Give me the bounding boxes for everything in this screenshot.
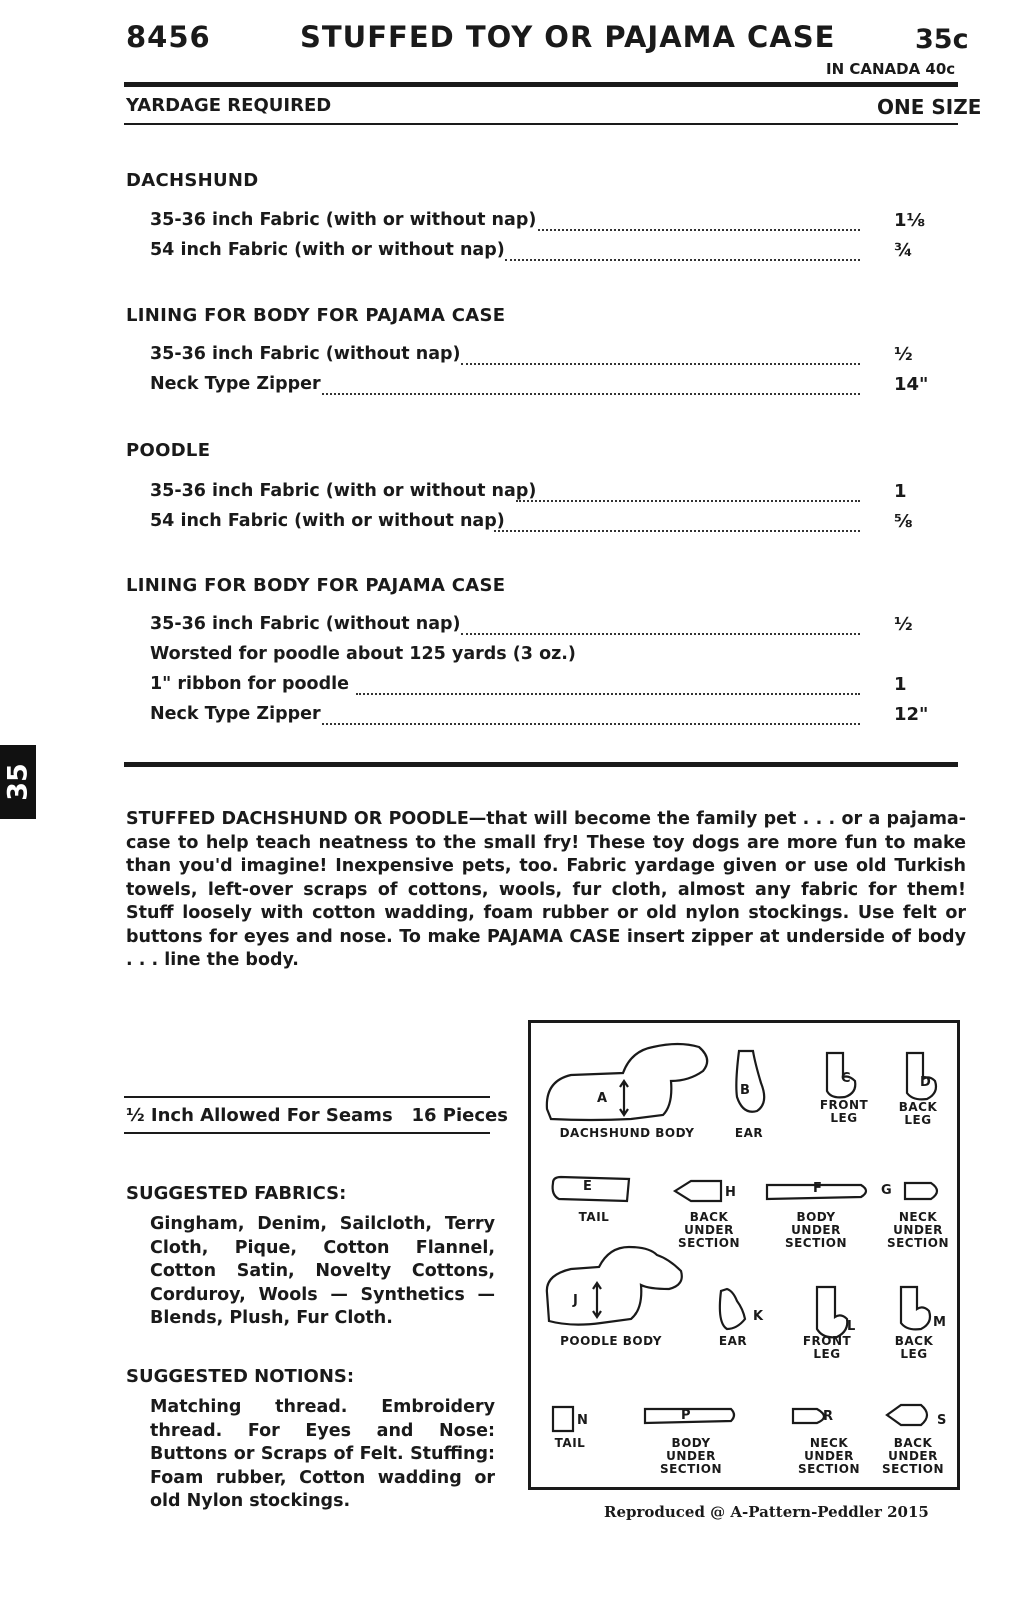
piece-letter: N	[577, 1413, 588, 1428]
yardage-row	[150, 644, 950, 668]
piece-letter: D	[920, 1075, 931, 1090]
poodle-body-piece	[547, 1247, 682, 1325]
piece-label: BACK LEG	[898, 1100, 938, 1127]
piece-letter: L	[847, 1319, 856, 1334]
yardage-item: 35-36 inch Fabric (without nap)	[150, 614, 461, 634]
size-label: ONE SIZE	[877, 95, 982, 119]
ear-piece-k	[720, 1289, 745, 1329]
yardage-item: 54 inch Fabric (with or without nap)	[150, 240, 505, 260]
back-under-piece-s	[887, 1405, 927, 1425]
piece-letter: H	[725, 1185, 736, 1200]
yardage-qty: 12"	[894, 704, 929, 725]
fabrics-list: Gingham, Denim, Sailcloth, Terry Cloth, Pique, Cotton Flannel, Cotton Satin, Novelty Cottons, Corduroy, Wools — Synthetics — Blends, Plush, Fur Cloth.	[150, 1214, 495, 1328]
piece-letter: E	[583, 1179, 592, 1194]
piece-label: FRONT LEG	[819, 1098, 869, 1125]
yardage-item: Neck Type Zipper	[150, 374, 321, 394]
yardage-qty: 1	[894, 674, 907, 695]
pattern-number: 8456	[126, 20, 211, 54]
section-heading: LINING FOR BODY FOR PAJAMA CASE	[126, 305, 506, 326]
yardage-qty: 1	[894, 481, 907, 502]
back-under-piece-h	[675, 1181, 721, 1201]
piece-label: FRONT LEG	[802, 1334, 852, 1361]
back-leg-piece-m	[901, 1287, 930, 1329]
page-tab	[0, 745, 36, 819]
yardage-qty: ¾	[894, 240, 913, 261]
page-title: STUFFED TOY OR PAJAMA CASE	[300, 20, 836, 54]
yardage-item: 35-36 inch Fabric (with or without nap)	[150, 481, 537, 501]
seams-rule-top	[124, 1096, 490, 1098]
ear-piece-b	[736, 1051, 764, 1112]
yardage-item: 35-36 inch Fabric (without nap)	[150, 344, 461, 364]
notions-list: Matching thread. Embroidery thread. For Eyes and Nose: Buttons or Scraps of Felt. Stuffing: Foam rubber, Cotton wadding or old Nylon stockings.	[150, 1397, 495, 1511]
yardage-item: Neck Type Zipper	[150, 704, 321, 724]
piece-label: BACK LEG	[894, 1334, 934, 1361]
piece-label: DACHSHUND BODY	[559, 1126, 695, 1140]
piece-letter: C	[841, 1071, 851, 1086]
yardage-qty: ½	[894, 614, 913, 635]
leader-dots	[538, 229, 860, 231]
yardage-qty: 1⅛	[894, 210, 926, 231]
piece-letter: S	[937, 1413, 947, 1428]
piece-label: NECK UNDER SECTION	[797, 1436, 861, 1476]
piece-letter: A	[597, 1091, 608, 1106]
piece-letter: G	[881, 1183, 892, 1198]
page-tab-number: 35	[2, 763, 34, 801]
seams-rule-bottom	[124, 1132, 490, 1134]
description: STUFFED DACHSHUND OR POODLE—that will become the family pet . . . or a pajama-case to help teach neatness to the small fry! These toy dogs are more fun to make than you'd imagine! Inexpensive pets, too. Fabric yardage given or use old Turkish towels, left-over scraps of cottons, wools, fur cloth, almost any fabric for them! Stuff loosely with cotton wadding, foam rubber or old nylon stockings. Use felt or buttons for eyes and nose. To make PAJAMA CASE insert zipper at underside of body . . . line the body.	[126, 809, 966, 970]
piece-label: TAIL	[554, 1436, 586, 1450]
yardage-item: 1" ribbon for poodle	[150, 674, 349, 694]
section-heading: DACHSHUND	[126, 170, 259, 191]
canada-price: IN CANADA 40c	[826, 60, 956, 78]
leader-dots	[494, 530, 860, 532]
yardage-label: YARDAGE REQUIRED	[126, 95, 332, 116]
yardage-qty: 14"	[894, 374, 929, 395]
yardage-item: 35-36 inch Fabric (with or without nap)	[150, 210, 537, 230]
piece-letter: B	[740, 1083, 750, 1098]
piece-letter: P	[681, 1408, 691, 1423]
leader-dots	[461, 633, 860, 635]
yardage-item: Worsted for poodle about 125 yards (3 oz.)	[150, 644, 576, 664]
piece-label: TAIL	[578, 1210, 610, 1224]
header-rule	[124, 82, 958, 87]
piece-letter: J	[573, 1293, 578, 1308]
section-heading: POODLE	[126, 440, 211, 461]
leader-dots	[356, 693, 860, 695]
fabrics-heading: SUGGESTED FABRICS:	[126, 1183, 347, 1204]
notions-heading: SUGGESTED NOTIONS:	[126, 1366, 355, 1387]
piece-label: BODY UNDER SECTION	[784, 1210, 848, 1250]
yardage-qty: ⅝	[894, 511, 913, 532]
piece-label: EAR	[718, 1334, 748, 1348]
section-rule	[124, 762, 958, 767]
pattern-pieces-diagram	[528, 1020, 960, 1490]
neck-under-piece-g	[905, 1183, 937, 1199]
neck-under-piece-r	[793, 1409, 824, 1423]
piece-label: BACK UNDER SECTION	[881, 1436, 945, 1476]
piece-letter: K	[753, 1309, 764, 1324]
section-heading: LINING FOR BODY FOR PAJAMA CASE	[126, 575, 506, 596]
piece-label: BACK UNDER SECTION	[677, 1210, 741, 1250]
piece-label: POODLE BODY	[560, 1334, 662, 1348]
leader-dots	[461, 363, 860, 365]
leader-dots	[322, 393, 860, 395]
leader-dots	[322, 723, 860, 725]
piece-letter: F	[813, 1181, 822, 1196]
leader-dots	[505, 259, 860, 261]
tail-piece-n	[553, 1407, 573, 1431]
leader-dots	[516, 500, 860, 502]
piece-letter: M	[933, 1315, 946, 1330]
price: 35c	[915, 24, 969, 55]
seam-allowance: ½ Inch Allowed For Seams 16 Pieces	[126, 1105, 508, 1126]
reproduction-credit: Reproduced @ A-Pattern-Peddler 2015	[604, 1503, 929, 1521]
yardage-item: 54 inch Fabric (with or without nap)	[150, 511, 505, 531]
front-leg-piece-l	[817, 1287, 847, 1337]
piece-letter: R	[823, 1409, 834, 1424]
yardage-qty: ½	[894, 344, 913, 365]
yardage-rule	[124, 123, 958, 125]
piece-label: NECK UNDER SECTION	[886, 1210, 950, 1250]
piece-label: EAR	[734, 1126, 764, 1140]
piece-label: BODY UNDER SECTION	[659, 1436, 723, 1476]
